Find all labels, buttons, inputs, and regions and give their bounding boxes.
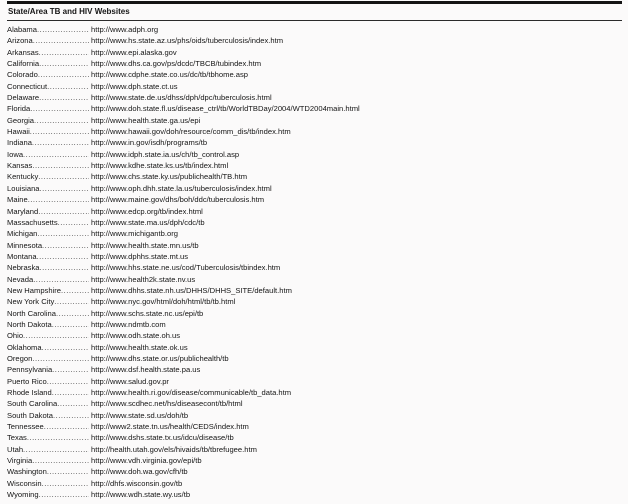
list-item — [7, 183, 622, 194]
dot-leader — [28, 194, 89, 205]
website-url[interactable]: http://www.health.state.ok.us — [91, 342, 188, 352]
list-item — [7, 171, 622, 182]
state-label — [7, 319, 89, 330]
dot-leader — [44, 421, 89, 432]
dot-leader — [39, 489, 89, 500]
website-url[interactable]: http://www.health.ri.gov/disease/communicable/tb_data.htm — [91, 388, 292, 397]
dot-leader — [32, 137, 89, 148]
state-name: Oregon — [7, 353, 33, 363]
website-url[interactable]: http://www.dphhs.state.mt.us — [91, 251, 189, 261]
dot-leader — [32, 353, 89, 364]
state-name: Utah — [7, 444, 24, 454]
list-item — [7, 137, 622, 148]
header-rule — [7, 20, 622, 21]
state-name: Oklahoma — [7, 342, 42, 352]
list-item — [7, 330, 622, 341]
dot-leader — [23, 330, 89, 341]
list-item — [7, 410, 622, 421]
list-item — [7, 58, 622, 69]
list-item — [7, 81, 622, 92]
website-url[interactable]: http://www.michigantb.org — [91, 229, 178, 239]
dot-leader — [39, 47, 89, 58]
list-item — [7, 387, 622, 398]
state-label — [7, 251, 89, 262]
website-url[interactable]: http://www.schs.state.nc.us/epi/tb — [91, 308, 204, 318]
state-label — [7, 285, 89, 296]
dot-leader — [61, 285, 89, 296]
dot-leader — [23, 444, 89, 455]
state-label — [7, 342, 89, 353]
state-name: California — [7, 59, 40, 69]
state-label — [7, 296, 89, 307]
dot-leader — [30, 126, 89, 137]
dot-leader — [27, 432, 89, 443]
state-name: Louisiana — [7, 183, 40, 193]
website-url[interactable]: http://www.hs.state.az.us/phs/oids/tuberculosis/index.htm — [91, 36, 284, 46]
website-url[interactable]: http://www.wdh.state.wy.us/tb — [91, 490, 191, 500]
state-label — [7, 353, 89, 364]
dot-leader — [53, 410, 89, 421]
list-item — [7, 342, 622, 353]
list-item — [7, 376, 622, 387]
page-title: State/Area TB and HIV Websites — [8, 7, 130, 16]
list-item — [7, 466, 622, 477]
website-url[interactable]: http://www.health.state.mn.us/tb — [91, 240, 199, 250]
dot-leader — [42, 342, 89, 353]
list-item — [7, 92, 622, 103]
website-url[interactable]: http://www.oph.dhh.state.la.us/tuberculosis/index.html — [91, 183, 272, 193]
state-name: Arkansas — [7, 47, 39, 57]
list-item — [7, 69, 622, 80]
dot-leader — [32, 160, 89, 171]
dot-leader — [47, 81, 89, 92]
state-label — [7, 137, 89, 148]
website-url[interactable]: http://www.hhs.state.ne.us/cod/Tuberculosis/tbindex.htm — [91, 263, 281, 273]
state-label — [7, 308, 89, 319]
dot-leader — [52, 319, 89, 330]
list-item — [7, 444, 622, 455]
dot-leader — [39, 58, 89, 69]
dot-leader — [37, 251, 89, 262]
website-url[interactable]: http://www.adph.org — [91, 25, 159, 34]
state-label — [7, 410, 89, 421]
list-item — [7, 308, 622, 319]
website-url[interactable]: http://www.maine.gov/dhs/boh/ddc/tuberculosis.htm — [91, 195, 265, 205]
state-label — [7, 455, 89, 466]
website-url[interactable]: http://www.idph.state.ia.us/ch/tb_control.asp — [91, 149, 240, 159]
dot-leader — [33, 35, 89, 46]
website-url[interactable]: http://dhfs.wisconsin.gov/tb — [91, 478, 183, 488]
dot-leader — [58, 217, 89, 228]
state-label — [7, 81, 89, 92]
dot-leader — [40, 262, 90, 273]
state-label — [7, 240, 89, 251]
state-label — [7, 24, 89, 35]
website-url[interactable]: http://www.salud.gov.pr — [91, 376, 169, 386]
list-item — [7, 240, 622, 251]
state-name: Washington — [7, 467, 47, 477]
website-url[interactable]: http://www.dhhs.state.nh.us/DHHS/DHHS_SITE/default.htm — [91, 285, 292, 295]
state-label — [7, 387, 89, 398]
state-name: New York City — [7, 297, 55, 307]
dot-leader — [38, 69, 89, 80]
state-label — [7, 364, 89, 375]
state-name: Maine — [7, 195, 28, 205]
list-item — [7, 126, 622, 137]
list-item — [7, 160, 622, 171]
dot-leader — [38, 171, 89, 182]
state-name: Florida — [7, 104, 31, 114]
dot-leader — [52, 387, 89, 398]
list-item — [7, 421, 622, 432]
state-name: Kentucky — [7, 172, 39, 182]
website-url[interactable]: http://health.utah.gov/els/hivaids/tb/tbrefugee.htm — [91, 444, 257, 454]
state-label — [7, 489, 89, 500]
website-url[interactable]: http://www.dhs.ca.gov/ps/dcdc/TBCB/tubindex.htm — [91, 59, 262, 69]
website-url[interactable]: http://www.ndmtb.com — [91, 319, 166, 329]
list-item — [7, 398, 622, 409]
state-label — [7, 103, 89, 114]
website-url[interactable]: http://www.cdphe.state.co.us/dc/tb/tbhome.asp — [91, 70, 249, 80]
list-item — [7, 432, 622, 443]
website-url[interactable]: http://www.state.sd.us/doh/tb — [91, 410, 189, 420]
website-url[interactable]: http://www.kdhe.state.ks.us/tb/index.html — [91, 161, 229, 171]
state-label — [7, 478, 89, 489]
state-label — [7, 183, 89, 194]
website-url[interactable]: http://www.vdh.virginia.gov/epi/tb — [91, 456, 202, 466]
dot-leader — [42, 478, 89, 489]
list-item — [7, 206, 622, 217]
website-url[interactable]: http://www.doh.state.fl.us/disease_ctrl/tb/WorldTBDay/2004/WTD2004main.html — [91, 104, 360, 114]
state-name: South Carolina — [7, 399, 58, 409]
website-url[interactable]: http://www.hawaii.gov/doh/resource/comm_dis/tb/index.htm — [91, 127, 291, 137]
state-name: North Dakota — [7, 319, 52, 329]
dot-leader — [57, 398, 89, 409]
website-list — [7, 24, 622, 500]
list-item — [7, 149, 622, 160]
list-item — [7, 47, 622, 58]
state-name: Maryland — [7, 206, 39, 216]
state-name: Rhode Island — [7, 388, 52, 397]
state-name: New Hampshire — [7, 285, 62, 295]
dot-leader — [34, 115, 89, 126]
list-item — [7, 353, 622, 364]
state-label — [7, 47, 89, 58]
state-label — [7, 262, 89, 273]
state-name: Montana — [7, 251, 37, 261]
state-name: Ohio — [7, 331, 24, 341]
state-name: Virginia — [7, 456, 33, 466]
website-url[interactable]: http://www.edcp.org/tb/index.html — [91, 206, 203, 216]
state-name: Connecticut — [7, 81, 48, 91]
website-url[interactable]: http://www2.state.tn.us/health/CEDS/index.htm — [91, 422, 249, 432]
website-url[interactable]: http://www.chs.state.ky.us/publichealth/TB.htm — [91, 172, 248, 182]
list-item — [7, 285, 622, 296]
dot-leader — [56, 308, 89, 319]
dot-leader — [23, 149, 89, 160]
state-name: Delaware — [7, 93, 40, 103]
list-item — [7, 115, 622, 126]
website-url[interactable]: http://www.nyc.gov/html/doh/html/tb/tb.html — [91, 297, 236, 307]
list-item — [7, 319, 622, 330]
state-name: Kansas — [7, 161, 33, 171]
list-item — [7, 228, 622, 239]
website-url[interactable]: http://www.scdhec.net/hs/diseasecont/tb/html — [91, 399, 243, 409]
list-item — [7, 274, 622, 285]
state-label — [7, 432, 89, 443]
website-url[interactable]: http://www.dshs.state.tx.us/idcu/disease/tb — [91, 433, 234, 443]
list-item — [7, 103, 622, 114]
website-url[interactable]: http://www.epi.alaska.gov — [91, 47, 177, 57]
website-url[interactable]: http://www.doh.wa.gov/cfh/tb — [91, 467, 188, 477]
state-name: Texas — [7, 433, 27, 443]
website-url[interactable]: http://www.dph.state.ct.us — [91, 81, 178, 91]
state-name: Minnesota — [7, 240, 43, 250]
state-label — [7, 217, 89, 228]
dot-leader — [32, 455, 89, 466]
dot-leader — [37, 24, 89, 35]
state-name: Nebraska — [7, 263, 40, 273]
state-name: South Dakota — [7, 410, 54, 420]
list-item — [7, 296, 622, 307]
dot-leader — [52, 364, 89, 375]
state-name: North Carolina — [7, 308, 56, 318]
website-url[interactable]: http://www.health.state.ga.us/epi — [91, 115, 201, 125]
state-label — [7, 149, 89, 160]
state-label — [7, 274, 89, 285]
document-page — [0, 1, 628, 500]
dot-leader — [47, 376, 89, 387]
dot-leader — [47, 466, 89, 477]
dot-leader — [33, 274, 89, 285]
state-label — [7, 171, 89, 182]
state-name: Wyoming — [7, 490, 39, 500]
state-label — [7, 330, 89, 341]
website-url[interactable]: http://www.dhs.state.or.us/publichealth/tb — [91, 353, 229, 363]
state-name: Iowa — [7, 149, 24, 159]
dot-leader — [30, 103, 89, 114]
state-label — [7, 206, 89, 217]
state-name: Pennsylvania — [7, 365, 53, 375]
list-item — [7, 489, 622, 500]
state-label — [7, 58, 89, 69]
list-item — [7, 194, 622, 205]
list-item — [7, 217, 622, 228]
list-item — [7, 24, 622, 35]
list-item — [7, 262, 622, 273]
state-label — [7, 421, 89, 432]
website-url[interactable]: http://www.state.ma.us/dph/cdc/tb — [91, 217, 205, 227]
state-name: Alabama — [7, 25, 37, 34]
state-label — [7, 194, 89, 205]
state-name: Nevada — [7, 274, 34, 284]
state-name: Michigan — [7, 229, 38, 239]
state-label — [7, 92, 89, 103]
state-label — [7, 115, 89, 126]
website-url[interactable]: http://www.odh.state.oh.us — [91, 331, 181, 341]
dot-leader — [54, 296, 89, 307]
state-label — [7, 466, 89, 477]
state-label — [7, 444, 89, 455]
state-name: Massachusetts — [7, 217, 58, 227]
state-name: Indiana — [7, 138, 32, 148]
state-name: Hawaii — [7, 127, 30, 137]
state-label — [7, 69, 89, 80]
state-label — [7, 126, 89, 137]
dot-leader — [37, 228, 89, 239]
website-url[interactable]: http://www.in.gov/isdh/programs/tb — [91, 138, 208, 148]
website-url[interactable]: http://www.state.de.us/dhss/dph/dpc/tuberculosis.html — [91, 93, 272, 103]
state-name: Colorado — [7, 70, 38, 80]
list-item — [7, 455, 622, 466]
dot-leader — [40, 183, 89, 194]
state-name: Wisconsin — [7, 478, 42, 488]
website-url[interactable]: http://www.dsf.health.state.pa.us — [91, 365, 201, 375]
dot-leader — [42, 240, 89, 251]
dot-leader — [38, 206, 89, 217]
state-label — [7, 398, 89, 409]
state-label — [7, 228, 89, 239]
list-item — [7, 478, 622, 489]
dot-leader — [39, 92, 89, 103]
list-item — [7, 364, 622, 375]
state-label — [7, 35, 89, 46]
state-name: Georgia — [7, 115, 35, 125]
list-item — [7, 35, 622, 46]
state-name: Tennessee — [7, 422, 44, 432]
state-label — [7, 376, 89, 387]
website-url[interactable]: http://www.health2k.state.nv.us — [91, 274, 196, 284]
state-name: Arizona — [7, 36, 33, 46]
list-item — [7, 251, 622, 262]
state-label — [7, 160, 89, 171]
state-name: Puerto Rico — [7, 376, 47, 386]
